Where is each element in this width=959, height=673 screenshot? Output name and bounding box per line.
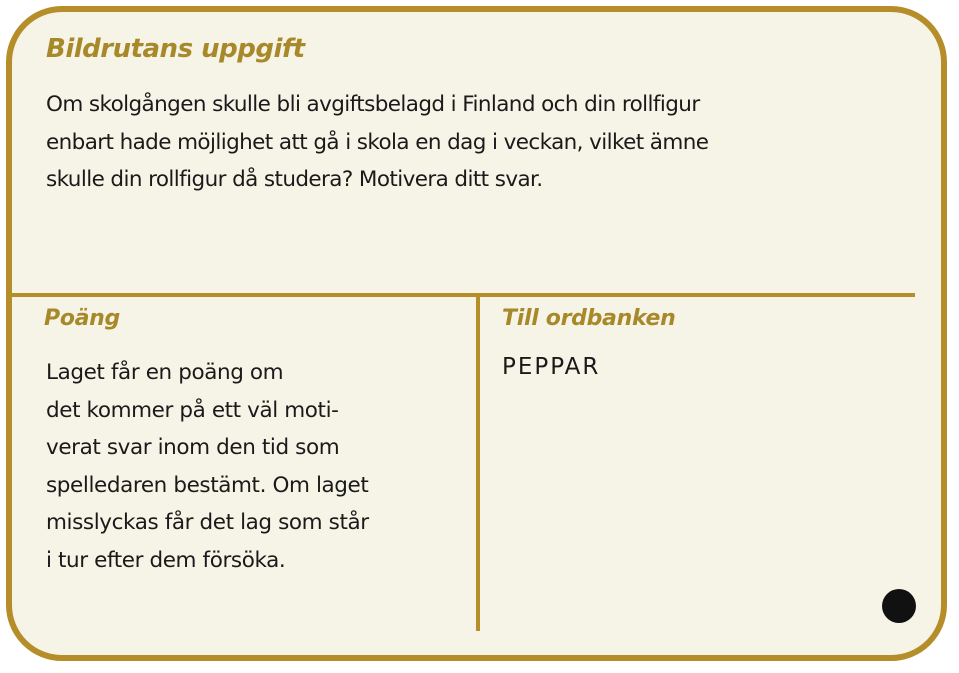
points-line: Laget får en poäng om [46,360,284,385]
task-line: Om skolgången skulle bli avgiftsbelagd i Finland och din rollfigur [46,92,700,117]
task-text [46,86,876,199]
horizontal-divider [12,293,915,297]
points-text [46,354,466,579]
points-line: det kommer på ett väl moti- [46,397,339,423]
points-heading: Poäng [44,306,120,331]
difficulty-dot-icon [882,589,916,623]
task-line: skulle din rollfigur då studera? Motivera ditt svar. [46,167,543,192]
vertical-divider [476,293,480,631]
card-title: Bildrutans uppgift [46,34,305,64]
wordbank-heading: Till ordbanken [502,306,676,331]
task-line: enbart hade möjlighet att gå i skola en dag i veckan, vilket ämne [46,129,709,155]
wordbank-word: PEPPAR [502,354,601,380]
points-line: i tur efter dem försöka. [46,547,286,573]
points-line: misslyckas får det lag som står [46,510,369,535]
points-line: verat svar inom den tid som [46,435,340,460]
points-line: spelledaren bestämt. Om laget [46,472,369,498]
